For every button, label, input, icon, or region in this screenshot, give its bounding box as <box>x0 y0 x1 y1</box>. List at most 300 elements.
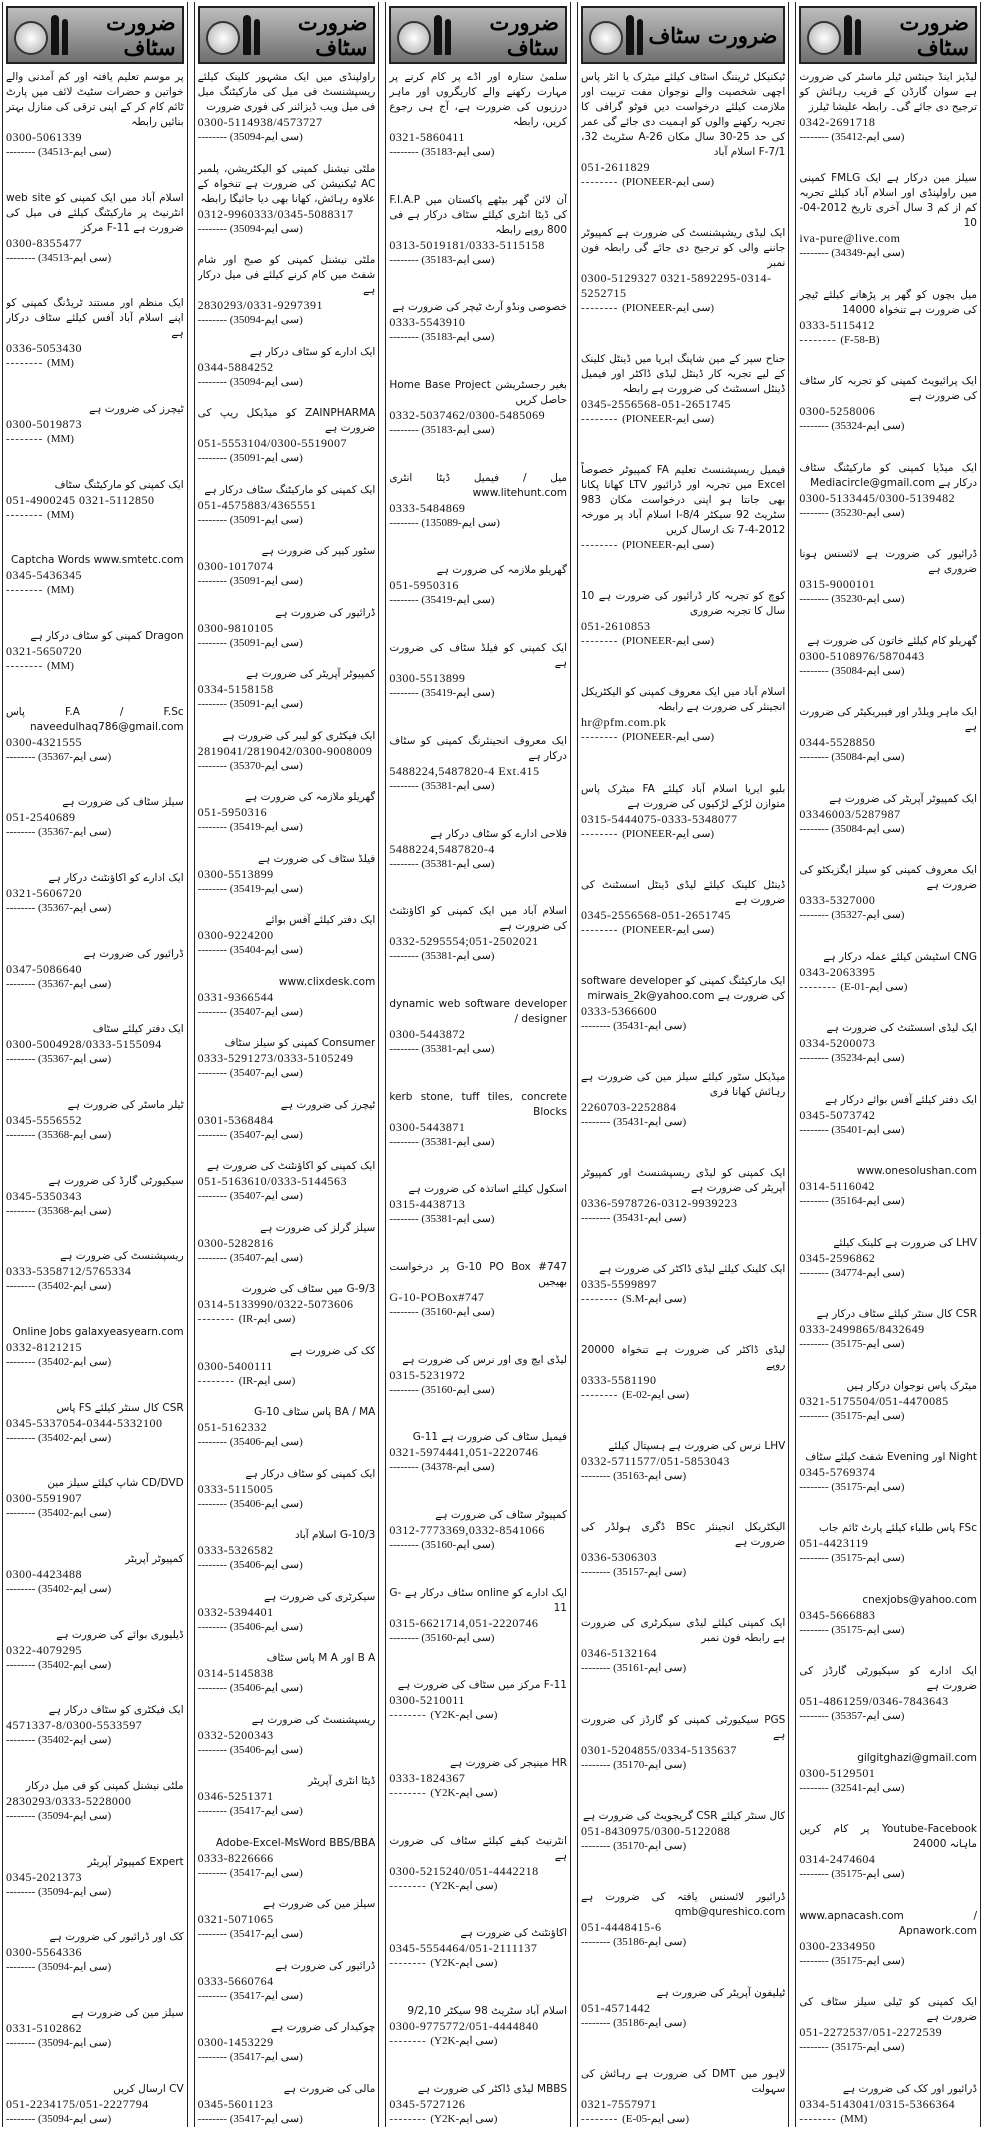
ad-contact: 0336-5053430 <box>5 341 82 356</box>
staff-silhouette-icon <box>397 15 451 55</box>
job-ad <box>389 1182 567 1227</box>
ad-text: پر موسم تعلیم یافتہ اور کم آمدنی والے خواتین و حضرات سٹیٹ لائف میں پارٹ ٹائم کام کر کے اپنی ترقی کی منازل بہتر بنائیں رابطہ <box>5 71 184 128</box>
ad-text: ریسپشنسٹ کی ضرورت ہے <box>60 1250 184 1263</box>
ad-code: ----- (35084-سی ایم) <box>799 822 977 837</box>
ad-text: CSR کال سنٹر کیلئے سٹاف درکار ہے <box>816 1308 977 1321</box>
ad-text: ڈرائیور کی ضرورت ہے <box>275 1959 376 1972</box>
ad-text: CSR کال سنٹر کیلئے FS پاس <box>56 1401 184 1414</box>
ad-contact: 051-2234175/051-2227794 <box>5 2096 149 2111</box>
ad-code: ----- (35094-سی ایم) <box>198 313 376 328</box>
ad-contact: 0345-5727126 <box>389 2096 466 2111</box>
job-ad <box>389 1508 567 1553</box>
ad-code: ----- (PIONEER-سی ایم) <box>581 175 785 190</box>
ad-text: FSc پاس طلباء کیلئے پارٹ ٹائم جاب <box>818 1522 977 1535</box>
ad-code: ----- (35412-سی ایم) <box>799 130 977 145</box>
ad-text: Youtube-Facebook پر کام کریں ماہانہ 24000 <box>799 1823 977 1851</box>
ad-text: Dragon کمپنی کو سٹاف درکار ہے <box>30 630 184 643</box>
ad-contact: 0332-5200343 <box>197 1727 274 1742</box>
ad-contact: 0321-5974441,051-2220746 <box>389 1445 539 1460</box>
ad-contact: 0300-5108976/5870443 <box>799 648 925 663</box>
job-ad <box>581 878 785 938</box>
ad-text: www.clixdesk.com <box>278 975 376 988</box>
job-ad <box>799 1995 977 2055</box>
job-ad <box>799 1664 977 1724</box>
job-ad <box>389 193 567 268</box>
ad-text: ٹیلر ماسٹر کی ضرورت ہے <box>67 1099 184 1112</box>
ad-text: ایک کمپنی کو اکاؤنٹنٹ کی ضرورت ہے <box>206 1160 376 1173</box>
job-ad <box>6 871 184 916</box>
job-ad <box>581 685 785 745</box>
ad-code: ----- (35091-سی ایم) <box>198 636 376 651</box>
ad-text: چوکیدار کی ضرورت ہے <box>270 2021 376 2034</box>
job-ad <box>581 1520 785 1580</box>
job-ad <box>6 2006 184 2051</box>
column-title: ضرورت سٹاف <box>106 10 176 60</box>
ad-code: ----- (35183-سی ایم) <box>389 145 567 160</box>
classified-column <box>577 2 789 2127</box>
job-ad <box>6 553 184 598</box>
ad-contact: 051-4423119 <box>799 1536 869 1551</box>
job-ad <box>581 1809 785 1854</box>
ad-code: ----- (35404-سی ایم) <box>198 943 376 958</box>
job-ad <box>6 1628 184 1673</box>
ad-code: ----- (35175-سی ایم) <box>799 1954 977 1969</box>
ads-list <box>581 64 785 2127</box>
ad-code: ----- (35094-سی ایم) <box>6 2112 184 2127</box>
ad-text: ڈرائیور کی ضرورت ہے <box>275 606 376 619</box>
ad-code: ----- (35175-سی ایم) <box>799 1867 977 1882</box>
person-icon <box>243 15 251 55</box>
ad-text: Expert کمپیوٹر آپریٹر <box>87 1855 184 1868</box>
job-ad <box>6 70 184 160</box>
ad-code: ----- (32541-سی ایم) <box>799 1781 977 1796</box>
ad-code: ----- (35402-سی ایم) <box>6 1431 184 1446</box>
ad-code: ----- (35175-سی ایم) <box>799 1623 977 1638</box>
ad-code: ----- (35367-سی ایم) <box>6 1052 184 1067</box>
ad-contact: 0314-5116042 <box>799 1179 875 1194</box>
ad-code: ----- (Y2K-سی ایم) <box>389 1956 567 1971</box>
ad-contact: 0300-5564336 <box>5 1945 82 1960</box>
column-header <box>198 6 376 64</box>
job-ad <box>581 70 785 190</box>
ad-text: G-9/3 میں سٹاف کی ضرورت <box>241 1283 376 1296</box>
ad-text: فلاحی ادارے کو سٹاف درکار ہے <box>430 827 567 840</box>
job-ad <box>799 2082 977 2127</box>
ad-text: ایک کمپیوٹر آپریٹر کی ضرورت ہے <box>829 792 977 805</box>
ad-text: ZAINPHARMA کو میڈیکل ریپ کی ضرورت ہے <box>197 407 376 435</box>
ad-text: سیکیورٹی گارڈ کی ضرورت ہے <box>48 1174 184 1187</box>
job-ad <box>6 1703 184 1748</box>
column-title: ضرورت سٹاف <box>648 22 778 48</box>
ad-contact: 051-4448415-6 <box>581 1919 662 1934</box>
ad-contact: 0333-5115412 <box>799 317 875 332</box>
person-icon <box>62 19 68 55</box>
ad-text: خصوصی ونڈو آرٹ ٹیچر کی ضرورت ہے <box>392 301 567 314</box>
job-ad <box>6 1325 184 1370</box>
ad-code: ----- (34349-سی ایم) <box>799 246 977 261</box>
ad-code: ----- (MM) <box>6 659 184 674</box>
job-ad <box>799 1751 977 1796</box>
ad-code: ----- (35381-سی ایم) <box>389 949 567 964</box>
ad-code: ----- (35091-سی ایم) <box>198 574 376 589</box>
ad-contact: 051-2272537/051-2272539 <box>799 2025 943 2040</box>
ad-contact: 051-5162332 <box>197 1420 268 1435</box>
ad-text: ایک کمپنی کو مارکیٹنگ سٹاف درکار ہے <box>204 483 376 496</box>
ad-code: ----- (35094-سی ایم) <box>6 1960 184 1975</box>
ad-code: ----- (35417-سی ایم) <box>198 2050 376 2065</box>
ad-contact: 0301-5204855/0334-5135637 <box>581 1742 737 1757</box>
job-ad <box>581 1986 785 2031</box>
ad-text: HR مینیجر کی ضرورت ہے <box>449 1757 567 1770</box>
ad-code: ----- (35170-سی ایم) <box>581 1758 785 1773</box>
ad-contact: 0333-5366600 <box>581 1003 657 1018</box>
ad-code: ----- (35163-سی ایم) <box>581 1469 785 1484</box>
job-ad <box>581 589 785 649</box>
ad-contact: 0314-5145838 <box>197 1666 274 1681</box>
job-ad <box>389 1756 567 1801</box>
ad-code: ----- (35417-سی ایم) <box>198 1927 376 1942</box>
ad-text: ایک کمپنی کو لیڈی ریسپشنسٹ اور کمپیوٹر آپریٹر کی ضرورت ہے <box>581 1166 786 1194</box>
ad-text: کمپیوٹر سٹاف کی ضرورت ہے <box>435 1509 567 1521</box>
ad-code: ----- (Y2K-سی ایم) <box>389 1708 567 1723</box>
ad-contact: 0333-2499865/8432649 <box>799 1322 925 1337</box>
ad-code: ----- (34774-سی ایم) <box>799 1266 977 1281</box>
globe-icon <box>397 21 431 55</box>
ad-text: ایک کمپنی کو ٹیلی سیلز سٹاف کی ضرورت ہے <box>799 1996 977 2024</box>
ad-text: اسلام آباد میں ایک کمپنی کو اکاؤنٹنٹ کی ضرورت ہے <box>389 905 567 933</box>
ad-text: ٹیچرز کی ضرورت ہے <box>89 403 184 416</box>
ad-code: ----- (35094-سی ایم) <box>198 130 376 145</box>
job-ad <box>581 1166 785 1226</box>
ad-contact: 0300-5513899 <box>197 866 274 881</box>
ad-code: ----- (PIONEER-سی ایم) <box>581 827 785 842</box>
job-ad <box>581 226 785 316</box>
job-ad <box>389 1430 567 1475</box>
ad-contact: 0345-5350343 <box>5 1188 82 1203</box>
ad-code: ----- (E-02-سی ایم) <box>581 1388 785 1403</box>
ad-contact: 0345-2556568-051-2651745 <box>581 397 731 412</box>
ad-text: CV ارسال کریں <box>113 2082 184 2095</box>
job-ad <box>799 70 977 145</box>
ad-contact: 0321-5650720 <box>5 644 82 659</box>
ad-contact: 0313-5019181/0333-5115158 <box>389 237 545 252</box>
ad-contact: 0344-5884252 <box>197 359 274 374</box>
ad-code: ----- (35417-سی ایم) <box>198 2112 376 2127</box>
ad-code: ----- (35431-سی ایم) <box>581 1019 785 1034</box>
job-ad <box>799 1164 977 1209</box>
ad-contact: 051-4575883/4365551 <box>197 497 317 512</box>
ad-text: فیمیل ریسپشنسٹ تعلیم FA کمپیوٹر خصوصاً Excel میں تجربہ اور ڈرائیور LTV کھانا پکانا بھی جانتا ہو اپنی درخواست مکان 983 سٹریٹ 92 سیکٹر I-8/4 اسلام آباد پر مورخہ 2012-4-7 تک ارسال کریں <box>581 464 786 537</box>
person-icon <box>844 15 852 55</box>
column-title: ضرورت سٹاف <box>899 10 969 60</box>
ad-contact: 0315-6621714,051-2220746 <box>389 1615 539 1630</box>
ad-text: CNG اسٹیشن کیلئے عملہ درکار ہے <box>823 950 977 963</box>
ad-code: ----- (35367-سی ایم) <box>6 825 184 840</box>
ad-contact: 0333-5581190 <box>581 1373 657 1388</box>
ad-code: ----- (PIONEER-سی ایم) <box>581 923 785 938</box>
ad-code: ----- (35183-سی ایم) <box>389 253 567 268</box>
job-ad <box>581 1343 785 1403</box>
job-ad <box>389 1926 567 1971</box>
ad-contact: 0300-5114938/4573727 <box>197 115 323 129</box>
ad-code: ----- (35186-سی ایم) <box>581 2016 785 2031</box>
ad-code: ----- (35175-سی ایم) <box>799 2040 977 2055</box>
ad-code: ----- (34513-سی ایم) <box>6 145 184 160</box>
ad-contact: 0346-5251371 <box>197 1789 274 1804</box>
classified-column <box>385 2 571 2127</box>
ad-code: ----- (34378-سی ایم) <box>389 1460 567 1475</box>
job-ad <box>799 1307 977 1352</box>
ad-contact: 0343-2063395 <box>799 964 876 979</box>
ad-text: کمپیوٹر آپریٹر کی ضرورت ہے <box>246 668 376 681</box>
job-ad <box>6 1174 184 1219</box>
ad-contact: 0333-5484869 <box>389 500 466 515</box>
ad-text: سٹور کیپر کی ضرورت ہے <box>261 545 376 558</box>
job-ad <box>198 606 376 651</box>
ad-text: جناح سپر کے مین شاپنگ ایریا میں ڈینٹل کلینک کے لیے تجربہ کار ڈینٹل لیڈی ڈاکٹر اور فیمیل ڈینٹل اسسٹنٹ کی ضرورت ہے رابطہ <box>581 353 786 396</box>
ad-contact: 0322-4079295 <box>5 1642 82 1657</box>
ad-text: ایک ادارے کو اکاؤنٹنٹ درکار ہے <box>48 872 184 885</box>
ad-text: سیلز مین کی ضرورت ہے <box>71 2007 184 2020</box>
ad-code: ----- (35175-سی ایم) <box>799 1409 977 1424</box>
person-icon <box>637 19 643 55</box>
ad-text: ایک ادارے کو online سٹاف درکار ہے G-11 <box>389 1586 567 1614</box>
job-ad <box>799 1909 977 1969</box>
ad-contact: 0300-5129501 <box>799 1765 876 1780</box>
job-ad <box>799 1521 977 1566</box>
ad-contact: 0342-2691718 <box>799 115 876 129</box>
job-ad <box>198 1528 376 1573</box>
ads-list <box>389 64 567 2127</box>
job-ad <box>799 547 977 607</box>
ad-contact: G-10-POBox#747 <box>389 1289 485 1304</box>
ad-contact: 0347-5086640 <box>5 961 82 976</box>
job-ad <box>6 1476 184 1521</box>
ad-code: ----- (35094-سی ایم) <box>198 375 376 390</box>
ad-code: ----- (35094-سی ایم) <box>198 222 376 237</box>
staff-silhouette-icon <box>206 15 260 55</box>
ad-code: ----- (35357-سی ایم) <box>799 1709 977 1724</box>
ad-text: گھریلو ملازمہ کی ضرورت ہے <box>436 564 567 577</box>
job-ad <box>799 288 977 348</box>
job-ad <box>581 1713 785 1773</box>
ad-contact: 0300-9810105 <box>197 620 274 635</box>
ad-text: Adobe-Excel-MsWord BBS/BBA <box>215 1836 376 1849</box>
job-ad <box>389 1678 567 1723</box>
job-ad <box>389 734 567 794</box>
job-ad <box>6 1552 184 1597</box>
ad-code: ----- (MM) <box>799 2112 977 2127</box>
ad-code: ----- (35368-سی ایم) <box>6 1204 184 1219</box>
job-ad <box>799 792 977 837</box>
ad-code: ----- (35407-سی ایم) <box>198 1128 376 1143</box>
ad-text: ڈرائیور لائسنس یافتہ کی ضرورت ہے qmb@qureshico.com <box>581 1890 786 1918</box>
globe-icon <box>14 21 48 55</box>
ad-contact: 0300-5215240/051-4442218 <box>389 1863 539 1878</box>
job-ad <box>198 1282 376 1327</box>
job-ad <box>799 1822 977 1882</box>
ad-contact: 0300-5004928/0333-5155094 <box>5 1037 162 1052</box>
ad-text: ایک لیڈی اسسٹنٹ کی ضرورت ہے <box>826 1022 977 1035</box>
ad-code: ----- (MM) <box>6 583 184 598</box>
ad-contact: 051-2610853 <box>581 619 651 634</box>
ad-code: ----- (Y2K-سی ایم) <box>389 2034 567 2049</box>
job-ad <box>198 1405 376 1450</box>
job-ad <box>198 345 376 390</box>
ad-contact: 051-8430975/0300-5122088 <box>581 1823 731 1838</box>
ad-contact: 0300-1017074 <box>197 559 274 574</box>
ad-contact: 0315-5444075-0333-5348077 <box>581 811 738 826</box>
ad-code: ----- (35160-سی ایم) <box>389 1383 567 1398</box>
job-ad <box>581 782 785 842</box>
ad-text: الیکٹریکل انجینئر BSc ڈگری ہولڈر کی ضرورت ہے <box>581 1521 786 1549</box>
ad-text: ایک ادارے کو سٹاف درکار ہے <box>249 345 376 358</box>
job-ad <box>799 1450 977 1495</box>
ad-text: میل / فیمیل ڈیٹا انٹری www.litehunt.com <box>389 471 567 499</box>
ad-code: ----- (35407-سی ایم) <box>198 1066 376 1081</box>
job-ad <box>581 1439 785 1484</box>
ad-code: ----- (35401-سی ایم) <box>799 1123 977 1138</box>
ad-code: ----- (35327-سی ایم) <box>799 908 977 923</box>
ad-text: G-10/3 اسلام آباد <box>294 1529 376 1542</box>
job-ad <box>389 471 567 531</box>
ad-code: ----- (35324-سی ایم) <box>799 419 977 434</box>
ad-contact: 2830293/0331-9297391 <box>197 298 323 313</box>
ad-code: ----- (35381-سی ایم) <box>389 857 567 872</box>
column-header <box>799 6 977 64</box>
ad-contact: 0300-5513899 <box>389 671 466 686</box>
ad-contact: 0300-5258006 <box>799 404 876 419</box>
ad-code: ----- (F-58-B) <box>799 333 977 348</box>
ad-code: ----- (35402-سی ایم) <box>6 1733 184 1748</box>
ad-contact: 0300-5061339 <box>5 130 82 144</box>
ad-code: ----- (35402-سی ایم) <box>6 1582 184 1597</box>
ad-contact: hr@pfm.com.pk <box>581 715 667 730</box>
ad-text: G-10 PO Box #747 پر درخواست بھیجیں <box>389 1260 567 1288</box>
ad-code: ----- (35419-سی ایم) <box>389 593 567 608</box>
job-ad <box>6 795 184 840</box>
ad-contact: 0333-8226666 <box>197 1850 274 1865</box>
job-ad <box>198 1959 376 2004</box>
ad-contact: 0345-5554464/051-2111137 <box>389 1941 538 1956</box>
job-ad <box>198 1344 376 1389</box>
ad-text: اکاؤنٹنٹ کی ضرورت ہے <box>460 1927 567 1940</box>
ad-contact: 5488224,5487820-4 Ext.415 <box>389 763 540 778</box>
ad-contact: 0345-2021373 <box>5 1869 82 1884</box>
ad-contact: 0331-5102862 <box>5 2021 82 2036</box>
job-ad <box>799 863 977 923</box>
ad-code: ----- (35175-سی ایم) <box>799 1337 977 1352</box>
ad-text: ڈرائیور کی ضرورت ہے <box>83 947 184 960</box>
ad-code: ----- (35417-سی ایم) <box>198 1866 376 1881</box>
ad-contact: 0334-5143041/0315-5366364 <box>799 2096 956 2111</box>
ad-text: اسلام آباد میں ایک کمپنی کو web site انٹرنیٹ پر مارکیٹنگ کیلئے فی میل کی ضرورت ہے F-11 مرکز <box>5 191 184 234</box>
ad-code: ----- (MM) <box>6 508 184 523</box>
ad-contact: 051-4571442 <box>581 2000 651 2015</box>
job-ad <box>198 70 376 145</box>
ad-code: ----- (35407-سی ایم) <box>198 1005 376 1020</box>
ad-contact: 0336-5306303 <box>581 1550 657 1565</box>
ad-code: ----- (35091-سی ایم) <box>198 513 376 528</box>
ad-text: آن لائن گھر بیٹھے پاکستان میں F.I.A.P کی ڈیٹا انٹری کیلئے سٹاف درکار ہے فی 800 روپے رابطہ <box>389 193 567 236</box>
job-ad <box>198 1098 376 1143</box>
ad-code: ----- (35094-سی ایم) <box>6 1885 184 1900</box>
ad-contact: 0321-7557971 <box>581 2096 657 2111</box>
job-ad <box>389 1260 567 1320</box>
ad-contact: 0333-5358712/5765334 <box>5 1264 132 1279</box>
job-ad <box>581 974 785 1034</box>
ad-contact: 0300-9224200 <box>197 928 274 943</box>
ad-contact: 0300-5129327 0321-5892295-0314-5252715 <box>581 271 772 301</box>
person-icon <box>254 19 260 55</box>
ad-contact: 0321-5071065 <box>197 1912 274 1927</box>
classified-column <box>194 2 380 2127</box>
ad-code: ----- (35381-سی ایم) <box>389 1212 567 1227</box>
ad-text: راولپنڈی میں ایک مشہور کلینک کیلئے ریسپشنسٹ فی میل کی مارکیٹنگ میل فی میل ویب ڈیزائنر کی فوری ضرورت <box>197 71 376 113</box>
job-ad <box>198 483 376 528</box>
ad-contact: 0345-5769374 <box>799 1464 876 1479</box>
job-ad <box>6 1855 184 1900</box>
job-ad <box>389 563 567 608</box>
ad-contact: 0345-2556568-051-2651745 <box>581 907 731 922</box>
ad-text: ملٹی نیشنل کمپنی کو صبح اور شام شفٹ میں کام کرنے کیلئے فی میل درکار ہے <box>197 254 376 297</box>
ad-text: kerb stone, tuff tiles, concrete Blocks <box>389 1090 567 1118</box>
job-ad <box>799 1379 977 1424</box>
ad-text: B A اور M A پاس سٹاف <box>266 1652 376 1665</box>
job-ad <box>799 1021 977 1066</box>
job-ad <box>198 544 376 589</box>
column-title: ضرورت سٹاف <box>297 10 368 60</box>
ad-code: ----- (35091-سی ایم) <box>198 697 376 712</box>
classified-column <box>795 2 981 2127</box>
ad-contact: 051-5553104/0300-5519007 <box>197 436 347 451</box>
ad-text: بغیر رجسٹریشن Home Base Project حاصل کریں <box>389 379 567 407</box>
ad-code: ----- (35367-سی ایم) <box>6 750 184 765</box>
ad-text: ڈیٹا انٹری آپریٹر <box>308 1775 376 1788</box>
ad-code: ----- (35406-سی ایم) <box>198 1620 376 1635</box>
ad-text: Captcha Words www.smtetc.com <box>11 554 184 567</box>
ad-text: ایک میڈیا کمپنی کو مارکیٹنگ سٹاف درکار ہے Mediacircle@gmail.com <box>799 461 977 489</box>
ad-text: ایک مارکیٹنگ کمپنی کو software developer کی ضرورت ہے mirwais_2k@yahoo.com <box>581 974 786 1002</box>
ad-contact: 0314-5133990/0322-5073606 <box>197 1297 354 1312</box>
ad-code: ----- (E-05-سی ایم) <box>581 2112 785 2127</box>
ad-text: بلیو ایریا اسلام آباد کیلئے FA میٹرک پاس متوازن لڑکے لڑکیوں کی ضرورت ہے <box>581 782 786 810</box>
ad-code: ----- (34513-سی ایم) <box>6 251 184 266</box>
ad-code: ----- (35094-سی ایم) <box>6 1809 184 1824</box>
ad-text: مالی کی ضرورت ہے <box>283 2082 376 2095</box>
ad-contact: 0300-5210011 <box>389 1693 465 1708</box>
ad-text: Night اور Evening شفٹ کیلئے سٹاف <box>805 1450 977 1463</box>
ad-contact: 2819041/2819042/0300-9008009 <box>197 743 373 758</box>
ad-text: اسلام آباد سٹریٹ 98 سیکٹر 9/2,10 <box>407 2005 567 2018</box>
job-ad <box>198 1590 376 1635</box>
job-ad <box>6 1779 184 1824</box>
ad-contact: 0333-5115005 <box>197 1481 274 1496</box>
job-ad <box>389 2004 567 2049</box>
job-ad <box>6 1098 184 1143</box>
ad-text: ایک کمپنی کو فیلڈ سٹاف کی ضرورت ہے <box>389 642 567 670</box>
ad-code: ----- (Y2K-سی ایم) <box>389 1879 567 1894</box>
ad-code: ----- (Y2K-سی ایم) <box>389 1786 567 1801</box>
ad-code: ----- (35406-سی ایم) <box>198 1743 376 1758</box>
ad-contact: 0333-5660764 <box>197 1973 274 1988</box>
ad-text: ایک دفتر کیلئے آفس بوائے <box>265 914 376 927</box>
job-ad <box>799 1093 977 1138</box>
ad-code: ----- (35407-سی ایم) <box>198 1189 376 1204</box>
ad-code: ----- (35417-سی ایم) <box>198 1804 376 1819</box>
column-title: ضرورت سٹاف <box>489 10 559 60</box>
job-ad <box>389 2082 567 2127</box>
